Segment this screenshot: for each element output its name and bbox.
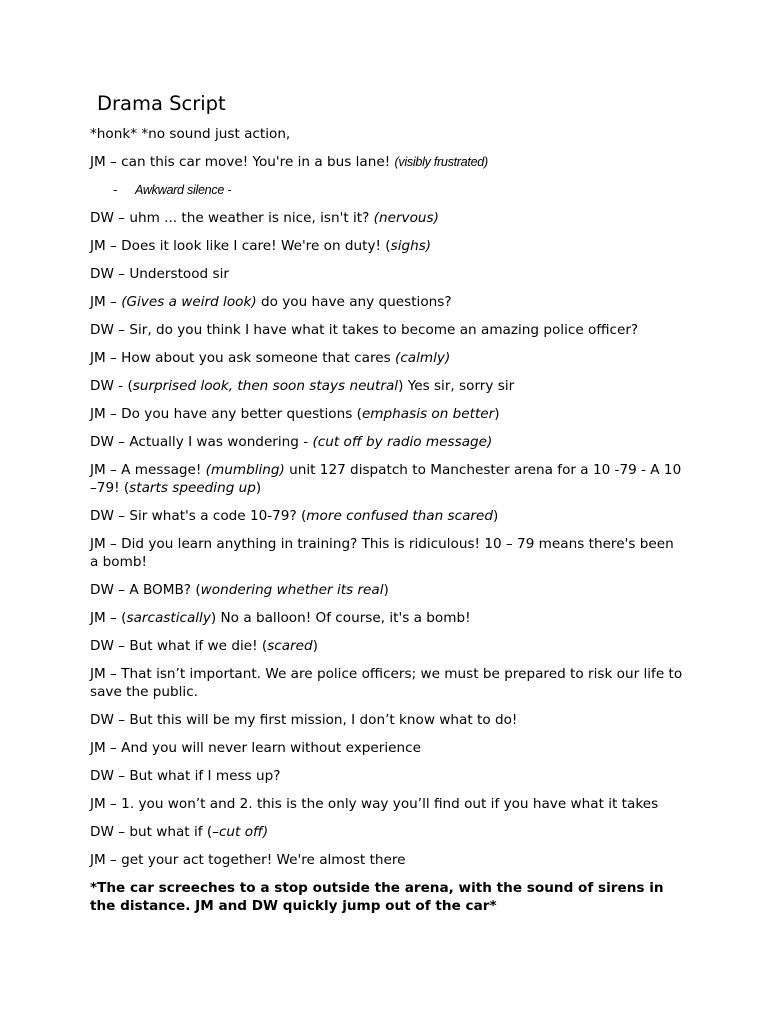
stage-direction: Awkward silence -: [135, 183, 232, 197]
dialogue-text: ): [383, 582, 389, 598]
dialogue-text: DW - (: [90, 378, 133, 394]
script-line: [90, 665, 685, 701]
script-line: [90, 879, 685, 915]
script-line: [90, 377, 685, 395]
dialogue-text: JM –: [90, 294, 122, 310]
script-line: [90, 739, 685, 757]
dialogue-text: unit 127 dispatch to Manchester arena for a 10 -79 - A 10 –79! (: [90, 462, 682, 496]
script-line: [90, 405, 685, 423]
document-title: Drama Script: [97, 92, 226, 115]
dialogue-text: JM – And you will never learn without experience: [90, 740, 421, 756]
stage-direction: (visibly frustrated): [394, 155, 488, 169]
dialogue-text: JM – Do you have any better questions (: [90, 406, 362, 422]
script-line: [113, 181, 685, 199]
script-line: [90, 637, 685, 655]
dialogue-text: ): [493, 508, 499, 524]
stage-direction: scared: [267, 638, 313, 654]
dialogue-text: JM – How about you ask someone that cares: [90, 350, 396, 366]
stage-direction: starts speeding up: [129, 480, 256, 496]
stage-direction: (nervous): [373, 210, 439, 226]
dialogue-text: JM – can this car move! You're in a bus lane!: [90, 154, 395, 170]
dialogue-text: DW – But what if I mess up?: [90, 768, 281, 784]
script-line: [90, 507, 685, 525]
stage-direction: surprised look, then soon stays neutral: [132, 378, 399, 394]
script-line: [90, 237, 685, 255]
stage-direction: (cut off by radio message): [312, 434, 493, 450]
stage-direction: –cut off): [212, 824, 269, 840]
dialogue-text: DW – but what if (: [90, 824, 213, 840]
script-line: [90, 795, 685, 813]
dialogue-text: JM – A message!: [90, 462, 206, 478]
dialogue-text: DW – Actually I was wondering -: [90, 434, 313, 450]
script-line: [90, 293, 685, 311]
script-line: [90, 823, 685, 841]
stage-direction: emphasis on better: [361, 406, 495, 422]
dialogue-text: DW – uhm ... the weather is nice, isn't it?: [90, 210, 374, 226]
dialogue-text: JM – Did you learn anything in training? This is ridiculous! 10 – 79 means there's been a bomb!: [90, 536, 674, 570]
dialogue-text: DW – A BOMB? (: [90, 582, 201, 598]
script-line: [90, 153, 685, 171]
stage-direction: wondering whether its real: [200, 582, 384, 598]
script-line: [90, 321, 685, 339]
stage-direction: (Gives a weird look): [121, 294, 257, 310]
dialogue-text: JM – That isn’t important. We are police officers; we must be prepared to risk our life to save the public.: [90, 666, 683, 700]
script-line: [90, 265, 685, 283]
script-line: [90, 535, 685, 571]
script-line: [90, 609, 685, 627]
script-line: [90, 711, 685, 729]
script-lines: [90, 125, 685, 915]
bullet-dash: -: [113, 182, 118, 197]
dialogue-text: ): [494, 406, 500, 422]
dialogue-text: DW – Sir, do you think I have what it takes to become an amazing police officer?: [90, 322, 639, 338]
script-line: [90, 767, 685, 785]
script-page: [90, 90, 685, 925]
dialogue-text: ): [312, 638, 318, 654]
script-line: [90, 125, 685, 143]
stage-direction: (calmly): [395, 350, 451, 366]
stage-direction: more confused than scared: [306, 508, 494, 524]
script-line: [90, 433, 685, 451]
stage-direction: sarcastically: [126, 610, 211, 626]
stage-direction: (mumbling): [205, 462, 285, 478]
dialogue-text: DW – Understood sir: [90, 266, 229, 282]
dialogue-text: do you have any questions?: [256, 294, 452, 310]
dialogue-text: ) No a balloon! Of course, it's a bomb!: [210, 610, 471, 626]
dialogue-text: JM – 1. you won’t and 2. this is the only way you’ll find out if you have what it takes: [90, 796, 659, 812]
dialogue-text: ): [255, 480, 262, 496]
stage-direction: sighs): [390, 238, 432, 254]
dialogue-text: DW – But this will be my first mission, I don’t know what to do!: [90, 712, 518, 728]
dialogue-text: DW – Sir what's a code 10-79? (: [90, 508, 307, 524]
dialogue-text: JM – (: [90, 610, 127, 626]
dialogue-text: JM – Does it look like I care! We're on duty! (: [90, 238, 391, 254]
dialogue-text: *honk* *no sound just action,: [90, 126, 291, 142]
dialogue-text: ) Yes sir, sorry sir: [398, 378, 515, 394]
action-text: *The car screeches to a stop outside the arena, with the sound of sirens in the distance. JM and DW quickly jump out of the car*: [90, 880, 664, 914]
script-line: [90, 461, 685, 497]
dialogue-text: JM – get your act together! We're almost there: [90, 852, 406, 868]
script-line: [90, 349, 685, 367]
script-line: [90, 581, 685, 599]
script-line: [90, 209, 685, 227]
dialogue-text: DW – But what if we die! (: [90, 638, 268, 654]
script-line: [90, 851, 685, 869]
